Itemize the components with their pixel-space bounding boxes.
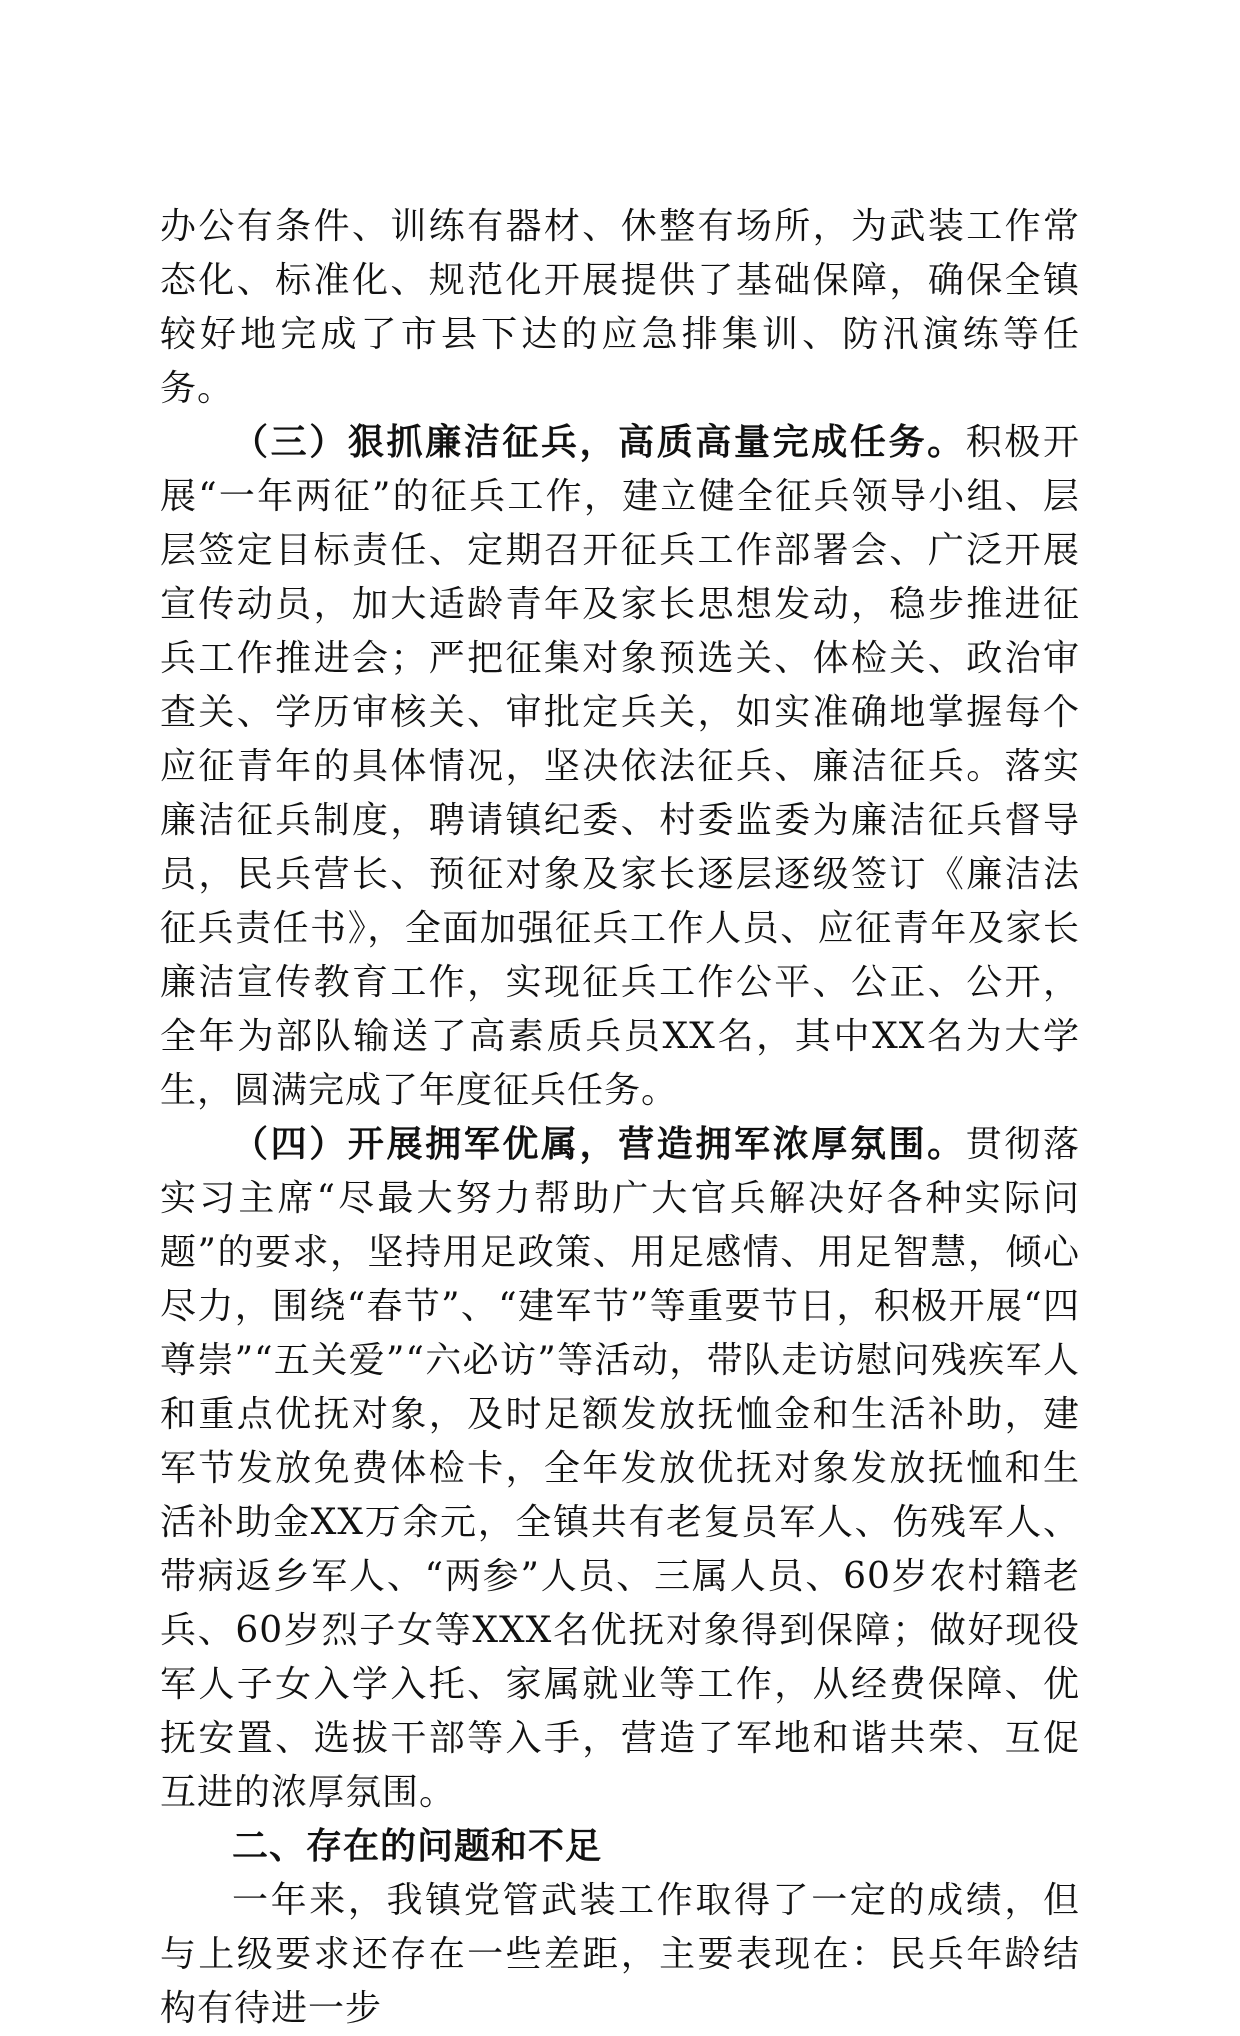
paragraph-body: 积极开展“一年两征”的征兵工作，建立健全征兵领导小组、层层签定目标责任、定期召开征兵工作部署会、广泛开展宣传动员，加大适龄青年及家长思想发动，稳步推进征兵工作推进会；严把征集对象预选关、体检关、政治审查关、学历审核关、审批定兵关，如实准确地掌握每个应征青年的具体情况，坚决依法征兵、廉洁征兵。落实廉洁征兵制度，聘请镇纪委、村委监委为廉洁征兵督导员，民兵营长、预征对象及家长逐层逐级签订《廉洁法征兵责任书》，全面加强征兵工作人员、应征青年及家长廉洁宣传教育工作，实现征兵工作公平、公正、公开，全年为部队输送了高素质兵员XX名，其中XX名为大学生，圆满完成了年度征兵任务。	[160, 422, 1080, 1111]
section-heading: 二、存在的问题和不足	[232, 1826, 603, 1867]
paragraph-recruitment	[160, 416, 1080, 1118]
paragraph-lead-heading: （四）开展拥军优属，营造拥军浓厚氛围。	[232, 1124, 966, 1165]
paragraph-body: 贯彻落实习主席“尽最大努力帮助广大官兵解决好各种实际问题”的要求，坚持用足政策、用足感情、用足智慧，倾心尽力，围绕“春节”、“建军节”等重要节日，积极开展“四尊崇”“五关爱”“六必访”等活动，带队走访慰问残疾军人和重点优抚对象，及时足额发放抚恤金和生活补助，建军节发放免费体检卡，全年发放优抚对象发放抚恤和生活补助金XX万余元，全镇共有老复员军人、伤残军人、带病返乡军人、“两参”人员、三属人员、60岁农村籍老兵、60岁烈子女等XXX名优抚对象得到保障；做好现役军人子女入学入托、家属就业等工作，从经费保障、优抚安置、选拔干部等入手，营造了军地和谐共荣、互促互进的浓厚氛围。	[160, 1124, 1080, 1813]
paragraph-continuation: 办公有条件、训练有器材、休整有场所，为武装工作常态化、标准化、规范化开展提供了基础保障，确保全镇较好地完成了市县下达的应急排集训、防汛演练等任务。	[160, 206, 1080, 409]
paragraph-problems: 一年来，我镇党管武装工作取得了一定的成绩，但与上级要求还存在一些差距，主要表现在：民兵年龄结构有待进一步	[160, 1880, 1080, 2029]
paragraph-support-military	[160, 1118, 1080, 1820]
paragraph-lead-heading: （三）狠抓廉洁征兵，高质高量完成任务。	[232, 422, 966, 463]
document-page	[160, 200, 1080, 2036]
